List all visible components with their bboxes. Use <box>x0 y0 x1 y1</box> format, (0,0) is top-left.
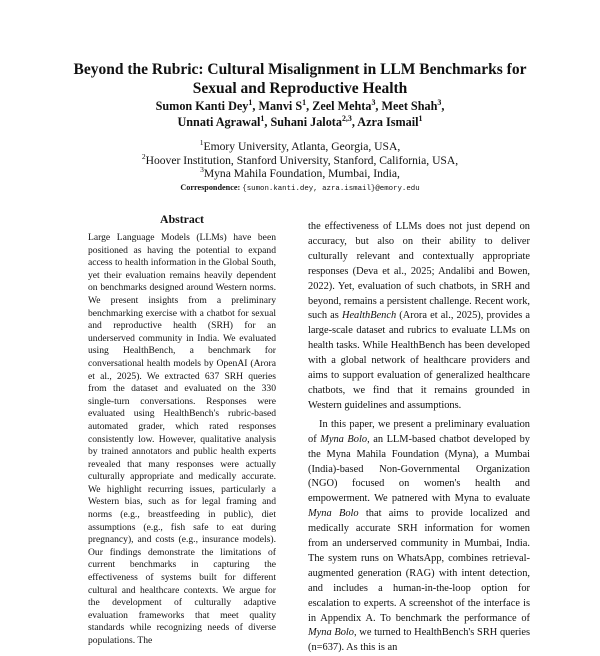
author-list: Sumon Kanti Dey$^1$, Manvi $S^1$, Zeel Mehta$^3$, Meet Shah$^3$, Unnati Agrawal$^1$, Suhani Jalota$^{2,3}$, Azra Ismail$^1$ <box>155 97 445 129</box>
correspondence-label: Correspondence: <box>180 183 241 192</box>
author: Azra Ismail$^1$ <box>357 113 423 129</box>
affiliation: $^2$Hoover Institution, Stanford University, Stanford, California, USA, <box>141 151 459 167</box>
author: Manvi $S^1$ <box>258 97 307 113</box>
correspondence-email[interactable]: {sumon.kanti.dey, azra.ismail}@emory.edu <box>242 185 420 193</box>
body-paragraph: In this paper, we present a preliminary evaluation of Myna Bolo, an LLM-based chatbot developed by the Myna Mahila Foundation (Myna), a Mumbai (India)-based Non-Governmental Organization (NGO) focused on women's health and empowerment. We patnered with Myna to evaluate Myna Bolo that aims to provide localized and medically accurate SRH information for women from an underserved community in Mumbai, India. The system runs on WhatsApp, combines retrieval-augmented generation (RAG) with intent detection, and includes a human-in-the-loop option for escalation to experts. A screenshot of the interface is in Appendix A. To benchmark the performance of Myna Bolo, we turned to HealthBench's SRH queries (n=637). As this is an <box>308 418 530 654</box>
paper-title: Beyond the Rubric: Cultural Misalignment in LLM Benchmarks for Sexual and Reproductive Health <box>73 61 527 97</box>
system-name: Myna Bolo <box>308 508 359 520</box>
abstract-body: Large Language Models (LLMs) have been positioned as having the potential to expand access to health information in the Global South, yet their evaluation remains heavily dependent on benchmarks designed around Western norms. We present insights from a preliminary benchmarking exercise with a chatbot for sexual and reproductive health (SRH) for an underserved community in India. We evaluated using HealthBench, a benchmark for conversational health models by OpenAI (Arora et al., 2025). We extracted 637 SRH queries from the dataset and evaluated on the 330 single-turn conversations. Responses were evaluated using HealthBench's rubric-based automated grader, which rated responses consistently low. However, qualitative analysis by trained annotators and public health experts revealed that many responses were actually culturally appropriate and medically accurate. We highlight recurring issues, particularly a Western bias, such as for legal framing and norms (e.g., breastfeeding in public), diet assumptions (e.g., fish safe to eat during pregnancy), and costs (e.g., insurance models). Our findings demonstrate the limitations of current benchmarks in capturing the effectiveness of systems built for different cultural and healthcare contexts. We argue for the development of culturally adaptive evaluation frameworks that meet quality standards while recognizing needs of diverse populations. The <box>88 232 276 646</box>
affiliation: $^1$Emory University, Atlanta, Georgia, USA, <box>199 138 401 153</box>
benchmark-name: HealthBench <box>341 310 397 322</box>
author: Unnati Agrawal$^1$ <box>177 113 265 129</box>
author: Sumon Kanti Dey$^1$ <box>155 97 253 113</box>
affiliation: $^3$Myna Mahila Foundation, Mumbai, India, <box>200 165 400 180</box>
system-name: Myna Bolo <box>320 433 368 445</box>
author: Meet Shah$^3$ <box>381 97 442 113</box>
body-paragraph: the effectiveness of LLMs does not just depend on accuracy, but also on their ability to deliver culturally relevant and contextually appropriate responses (Deva et al., 2025; Andalibi and Bowen, 2022). Yet, evaluation of such chatbots, in SRH and beyond, remains a persistent challenge. Recent work, such as HealthBench (Arora et al., 2025), provides a large-scale dataset and rubrics to evaluate LLMs on health tasks. While HealthBench has been developed with a global network of healthcare providers and aims to support evaluation of generalized healthcare chatbots, we find that it remains grounded in Western guidelines and assumptions. <box>308 221 530 411</box>
correspondence <box>60 183 540 194</box>
abstract-heading: Abstract <box>160 212 204 226</box>
author: Zeel Mehta$^3$ <box>312 97 376 113</box>
author: Suhani Jalota$^{2,3}$ <box>270 113 352 129</box>
introduction-column <box>308 220 530 654</box>
system-name: Myna Bolo <box>308 627 354 639</box>
affiliation-list <box>60 140 540 181</box>
